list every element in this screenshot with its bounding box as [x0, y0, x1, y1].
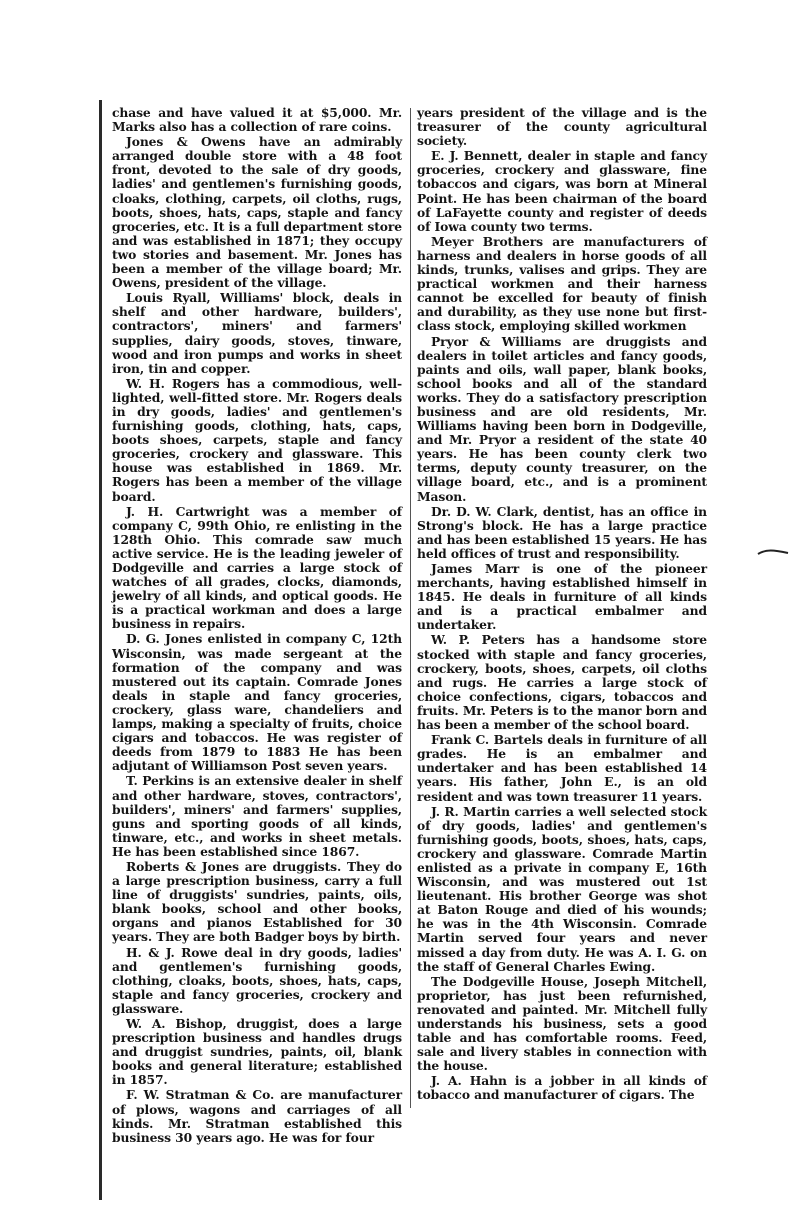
- right-para-3: Meyer Brothers are manufacturers of harness and dealers in horse goods of all kinds, trunks, valises and grips. They are practical workmen and their harness cannot be excelled for beauty of finish and durability, as they use none but first-class stock, employing skilled workmen: [417, 233, 707, 334]
- right-para-4: Pryor & Williams are druggists and dealers in toilet articles and fancy goods, paints and oils, wall paper, blank books, school books and all of the standard works. They do a satisfactory prescription business and are old residents, Mr. Williams having been born in Dodgeville, and Mr. Pryor a resident of the state 40 years. He has been county clerk two terms, deputy county treasurer, on the village board, etc., and is a prominent Mason.: [417, 333, 707, 504]
- right-para-8: Frank C. Bartels deals in furniture of all grades. He is an embalmer and undertaker and has been established 14 years. His father, John E., is an old resident and was town treasurer 11 years.: [417, 732, 707, 804]
- right-para-9: J. R. Martin carries a well selected stock of dry goods, ladies' and gentlemen's furnishing goods, boots, shoes, hats, caps, crockery and glassware. Comrade Martin enlisted as a private in company E, 16th Wisconsin, and was mustered out 1st lieutenant. His brother George was shot at Baton Rouge and died of his wounds; he was in the 4th Wisconsin. Comrade Martin served four years and never missed a day from duty. He was A. I. G. on the staff of General Charles Ewing.: [417, 803, 707, 974]
- left-para-5: J. H. Cartwright was a member of company C, 99th Ohio, re enlisting in the 128th Ohio. This comrade saw much active service. He is the leading jeweler of Dodgeville and carries a large stock of watches of all grades, clocks, diamonds, jewelry of all kinds, and optical goods. He is a practical workman and does a large business in repairs.: [112, 503, 402, 632]
- left-para-1: chase and have valued it at $5,000. Mr. Marks also has a collection of rare coins.: [112, 105, 402, 135]
- left-para-7: T. Perkins is an extensive dealer in shelf and other hardware, stoves, contractors', builders', miners' and farmers' supplies, guns and sporting goods of all kinds, tinware, etc., and works in sheet metals. He has been established since 1867.: [112, 773, 402, 859]
- right-para-5: Dr. D. W. Clark, dentist, has an office in Strong's block. He has a large practice and has been established 15 years. He has held offices of trust and responsibility.: [417, 503, 707, 561]
- right-para-6: James Marr is one of the pioneer merchants, having established himself in 1845. He deals in furniture of all kinds and is a practical embalmer and undertaker.: [417, 561, 707, 633]
- right-para-7: W. P. Peters has a handsome store stocked with staple and fancy groceries, crockery, boots, shoes, carpets, oil cloths and rugs. He carries a large stock of choice confections, cigars, tobaccos and fruits. Mr. Peters is to the manor born and has been a member of the school board.: [417, 632, 707, 733]
- left-para-3: Louis Ryall, Williams' block, deals in shelf and other hardware, builders', contractors', miners' and farmers' supplies, dairy goods, stoves, tinware, wood and iron pumps and works in sheet iron, tin and copper.: [112, 290, 402, 376]
- left-para-11: F. W. Stratman & Co. are manufacturer of plows, wagons and carriages of all kinds. Mr. Stratman established this business 30 years ago. He was for four: [112, 1087, 402, 1145]
- left-para-10: W. A. Bishop, druggist, does a large prescription business and handles drugs and druggist sundries, paints, oil, blank books and general literature; established in 1857.: [112, 1016, 402, 1088]
- right-para-1: years president of the village and is the treasurer of the county agricultural society.: [417, 105, 707, 149]
- column-divider: [410, 108, 411, 1108]
- left-para-9: H. & J. Rowe deal in dry goods, ladies' and gentlemen's furnishing goods, clothing, cloaks, boots, shoes, hats, caps, staple and fancy groceries, crockery and glassware.: [112, 944, 402, 1016]
- left-para-8: Roberts & Jones are druggists. They do a large prescription business, carry a full line of druggists' sundries, paints, oils, blank books, school and other books, organs and pianos Established for 30 years. They are both Badger boys by birth.: [112, 858, 402, 945]
- margin-scratch-mark: [756, 548, 790, 558]
- right-para-10: The Dodgeville House, Joseph Mitchell, proprietor, has just been refurnished, renovated and painted. Mr. Mitchell fully understands his business, sets a good table and has comfortable rooms. Feed, sale and livery stables in connection with the house.: [417, 973, 707, 1074]
- right-para-2: E. J. Bennett, dealer in staple and fancy groceries, crockery and glassware, fine tobaccos and cigars, was born at Mineral Point. He has been chairman of the board of LaFayette county and register of deeds of Iowa county two terms.: [417, 148, 707, 234]
- right-para-11: J. A. Hahn is a jobber in all kinds of tobacco and manufacturer of cigars. The: [417, 1073, 707, 1103]
- left-para-2: Jones & Owens have an admirably arranged double store with a 48 foot front, devoted to the sale of dry goods, ladies' and gentlemen's furnishing goods, cloaks, clothing, carpets, oil cloths, rugs, boots, shoes, hats, caps, staple and fancy groceries, etc. It is a full department store and was established in 1871; they occupy two stories and basement. Mr. Jones has been a member of the village board; Mr. Owens, president of the village.: [112, 134, 402, 291]
- left-para-4: W. H. Rogers has a commodious, well-lighted, well-fitted store. Mr. Rogers deals in dry goods, ladies' and gentlemen's furnishing goods, clothing, hats, caps, boots shoes, carpets, staple and fancy groceries, crockery and glassware. This house was established in 1869. Mr. Rogers has been a member of the village board.: [112, 375, 402, 504]
- right-column: [417, 106, 707, 1106]
- left-column: [112, 105, 402, 1145]
- left-para-6: D. G. Jones enlisted in company C, 12th Wisconsin, was made sergeant at the formation of the company and was mustered out its captain. Comrade Jones deals in staple and fancy groceries, crockery, glass ware, chandeliers and lamps, making a specialty of fruits, choice cigars and tobaccos. He was register of deeds from 1879 to 1883 He has been adjutant of Williamson Post seven years.: [112, 631, 402, 774]
- left-margin-rule: [99, 100, 102, 1200]
